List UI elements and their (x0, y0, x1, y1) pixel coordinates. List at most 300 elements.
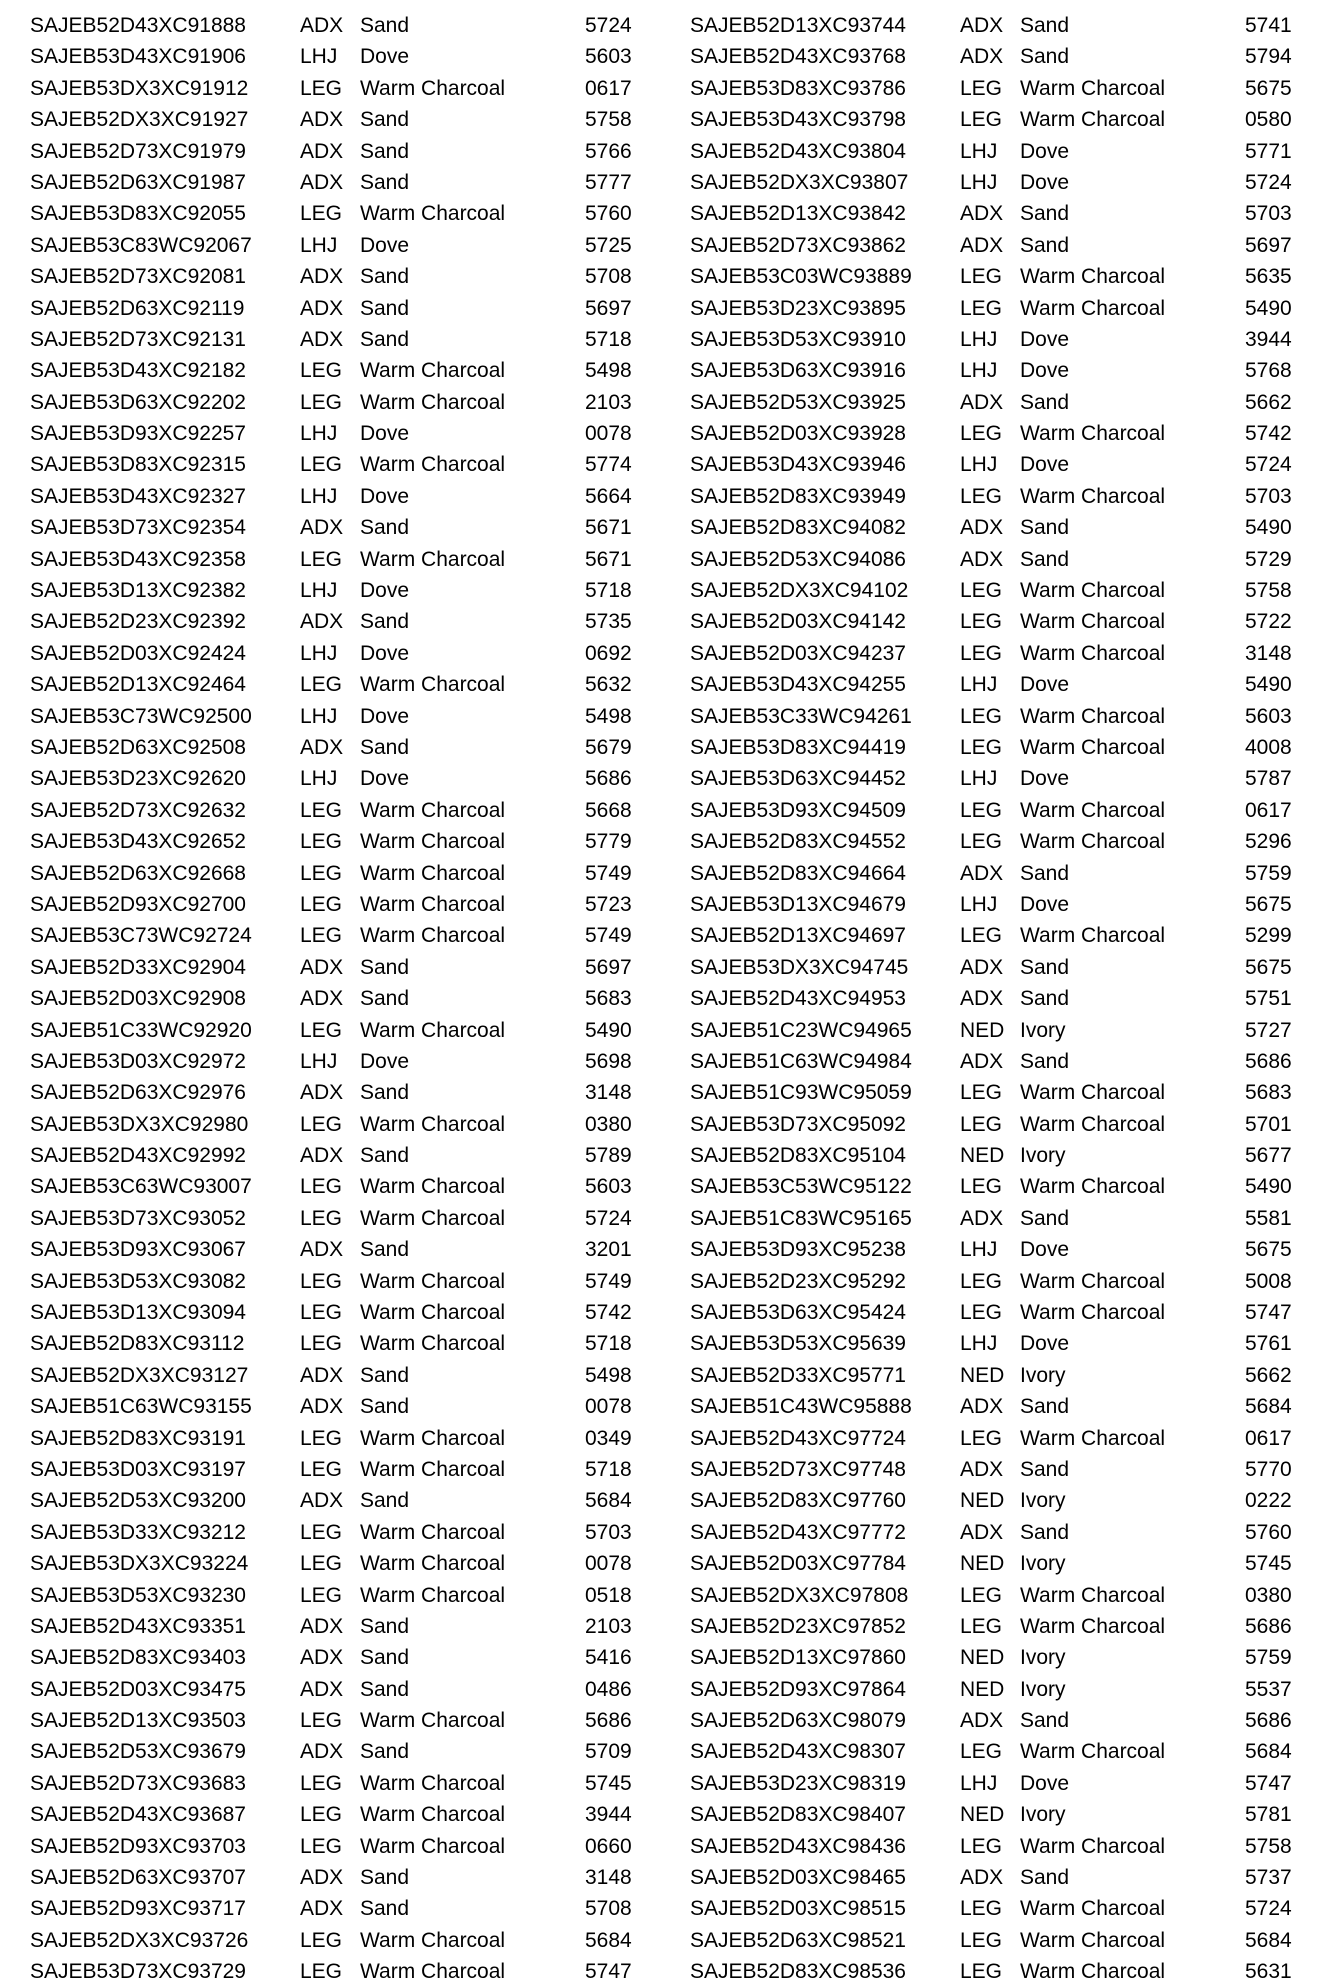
number-cell: 5751 (1245, 987, 1292, 1011)
table-row (690, 387, 1300, 418)
color-cell: Warm Charcoal (1020, 641, 1166, 665)
color-cell: Warm Charcoal (360, 359, 506, 383)
trim-code-cell: LEG (300, 798, 343, 822)
vin-cell: SAJEB53D43XC92358 (30, 547, 246, 571)
trim-code-cell: LHJ (300, 767, 338, 791)
vin-cell: SAJEB52D23XC97852 (690, 1614, 906, 1638)
number-cell: 3148 (585, 1866, 632, 1890)
number-cell: 0617 (585, 76, 632, 100)
color-cell: Warm Charcoal (1020, 265, 1166, 289)
table-row (690, 638, 1300, 669)
vin-cell: SAJEB53C73WC92724 (30, 924, 252, 948)
color-cell: Warm Charcoal (1020, 1740, 1166, 1764)
vin-cell: SAJEB53D23XC93895 (690, 296, 906, 320)
table-row (30, 1360, 640, 1391)
table-row (690, 355, 1300, 386)
trim-code-cell: LEG (960, 1301, 1003, 1325)
color-cell: Warm Charcoal (1020, 1269, 1166, 1293)
color-cell: Dove (1020, 767, 1070, 791)
trim-code-cell: ADX (300, 327, 344, 351)
trim-code-cell: ADX (300, 1081, 344, 1105)
vin-cell: SAJEB52D73XC92081 (30, 265, 246, 289)
vin-cell: SAJEB53D03XC92972 (30, 1049, 246, 1073)
number-cell: 5758 (1245, 579, 1292, 603)
vin-cell: SAJEB52D03XC93475 (30, 1677, 246, 1701)
vin-cell: SAJEB52D73XC91979 (30, 139, 246, 163)
color-cell: Warm Charcoal (360, 1960, 506, 1984)
table-row (690, 1266, 1300, 1297)
trim-code-cell: ADX (960, 1206, 1004, 1230)
trim-code-cell: ADX (960, 516, 1004, 540)
color-cell: Warm Charcoal (360, 1018, 506, 1042)
color-cell: Dove (360, 641, 410, 665)
vin-cell: SAJEB53D43XC92652 (30, 830, 246, 854)
vin-cell: SAJEB52D83XC97760 (690, 1489, 906, 1513)
vin-cell: SAJEB52D03XC94237 (690, 641, 906, 665)
number-cell: 5758 (1245, 1834, 1292, 1858)
color-cell: Warm Charcoal (360, 76, 506, 100)
table-row (690, 104, 1300, 135)
color-cell: Warm Charcoal (1020, 579, 1166, 603)
color-cell: Ivory (1020, 1803, 1066, 1827)
color-cell: Warm Charcoal (360, 1803, 506, 1827)
vin-cell: SAJEB53D63XC92202 (30, 390, 246, 414)
trim-code-cell: ADX (960, 861, 1004, 885)
number-cell: 0518 (585, 1583, 632, 1607)
trim-code-cell: ADX (960, 1866, 1004, 1890)
vin-cell: SAJEB52DX3XC94102 (690, 579, 909, 603)
number-cell: 5759 (1245, 861, 1292, 885)
number-cell: 5703 (1245, 484, 1292, 508)
trim-code-cell: ADX (300, 1489, 344, 1513)
trim-code-cell: LEG (300, 1301, 343, 1325)
number-cell: 5668 (585, 798, 632, 822)
trim-code-cell: ADX (300, 1677, 344, 1701)
trim-code-cell: LEG (300, 1457, 343, 1481)
vin-cell: SAJEB53D73XC93729 (30, 1960, 246, 1984)
number-cell: 0078 (585, 1395, 632, 1419)
trim-code-cell: LEG (300, 1112, 343, 1136)
color-cell: Sand (1020, 1520, 1070, 1544)
vin-cell: SAJEB52D43XC93804 (690, 139, 906, 163)
color-cell: Warm Charcoal (1020, 1960, 1166, 1984)
vin-cell: SAJEB52D13XC92464 (30, 673, 246, 697)
trim-code-cell: LEG (300, 861, 343, 885)
number-cell: 5735 (585, 610, 632, 634)
vin-cell: SAJEB53D83XC92315 (30, 453, 246, 477)
color-cell: Warm Charcoal (1020, 296, 1166, 320)
number-cell: 5781 (1245, 1803, 1292, 1827)
table-row (30, 198, 640, 229)
table-row (30, 920, 640, 951)
vin-cell: SAJEB51C83WC95165 (690, 1206, 912, 1230)
number-cell: 5008 (1245, 1269, 1292, 1293)
table-row (30, 10, 640, 41)
vin-cell: SAJEB53D43XC93798 (690, 108, 906, 132)
table-row (690, 1831, 1300, 1862)
trim-code-cell: LEG (300, 1269, 343, 1293)
color-cell: Warm Charcoal (360, 1771, 506, 1795)
color-cell: Warm Charcoal (360, 892, 506, 916)
trim-code-cell: LHJ (960, 892, 998, 916)
number-cell: 3148 (585, 1081, 632, 1105)
table-row (690, 1642, 1300, 1673)
trim-code-cell: ADX (960, 45, 1004, 69)
color-cell: Warm Charcoal (360, 1112, 506, 1136)
vin-cell: SAJEB52D73XC93683 (30, 1771, 246, 1795)
table-row (30, 638, 640, 669)
number-cell: 0078 (585, 1552, 632, 1576)
color-cell: Warm Charcoal (360, 1332, 506, 1356)
vin-cell: SAJEB53D43XC92182 (30, 359, 246, 383)
trim-code-cell: LHJ (960, 170, 998, 194)
trim-code-cell: ADX (960, 1395, 1004, 1419)
vin-cell: SAJEB52DX3XC91927 (30, 108, 249, 132)
vin-cell: SAJEB53DX3XC92980 (30, 1112, 249, 1136)
number-cell: 0617 (1245, 798, 1292, 822)
vin-cell: SAJEB53D13XC92382 (30, 579, 246, 603)
color-cell: Sand (360, 1081, 410, 1105)
trim-code-cell: NED (960, 1803, 1005, 1827)
vin-cell: SAJEB52D33XC92904 (30, 955, 246, 979)
trim-code-cell: LEG (960, 1897, 1003, 1921)
vin-cell: SAJEB52D43XC93351 (30, 1614, 246, 1638)
color-cell: Sand (360, 265, 410, 289)
trim-code-cell: ADX (960, 1049, 1004, 1073)
trim-code-cell: ADX (300, 108, 344, 132)
color-cell: Warm Charcoal (1020, 422, 1166, 446)
number-cell: 5603 (585, 1175, 632, 1199)
number-cell: 5581 (1245, 1206, 1292, 1230)
number-cell: 5724 (1245, 453, 1292, 477)
vin-cell: SAJEB52D03XC97784 (690, 1552, 906, 1576)
vin-cell: SAJEB53D73XC95092 (690, 1112, 906, 1136)
vin-cell: SAJEB52D13XC94697 (690, 924, 906, 948)
trim-code-cell: ADX (300, 987, 344, 1011)
trim-code-cell: LEG (960, 76, 1003, 100)
table-row (30, 858, 640, 889)
number-cell: 5671 (585, 516, 632, 540)
number-cell: 5770 (1245, 1457, 1292, 1481)
color-cell: Sand (360, 1238, 410, 1262)
trim-code-cell: LEG (300, 1175, 343, 1199)
vin-cell: SAJEB52D83XC94664 (690, 861, 906, 885)
color-cell: Warm Charcoal (360, 830, 506, 854)
table-row (690, 983, 1300, 1014)
color-cell: Ivory (1020, 1552, 1066, 1576)
number-cell: 5749 (585, 1269, 632, 1293)
color-cell: Dove (1020, 359, 1070, 383)
number-cell: 5742 (1245, 422, 1292, 446)
table-row (30, 355, 640, 386)
vin-cell: SAJEB53DX3XC93224 (30, 1552, 249, 1576)
color-cell: Sand (360, 1646, 410, 1670)
table-row (30, 1140, 640, 1171)
color-cell: Dove (1020, 327, 1070, 351)
table-row (690, 701, 1300, 732)
table-row (690, 10, 1300, 41)
color-cell: Warm Charcoal (1020, 798, 1166, 822)
table-row (30, 1454, 640, 1485)
number-cell: 0486 (585, 1677, 632, 1701)
number-cell: 5299 (1245, 924, 1292, 948)
table-row (690, 1423, 1300, 1454)
trim-code-cell: LEG (300, 1206, 343, 1230)
vin-cell: SAJEB52DX3XC97808 (690, 1583, 909, 1607)
table-row (690, 136, 1300, 167)
color-cell: Sand (1020, 202, 1070, 226)
table-row (690, 1485, 1300, 1516)
number-cell: 5671 (585, 547, 632, 571)
trim-code-cell: LEG (300, 1426, 343, 1450)
trim-code-cell: LEG (300, 202, 343, 226)
table-row (690, 261, 1300, 292)
vin-cell: SAJEB52D83XC93403 (30, 1646, 246, 1670)
table-row (30, 826, 640, 857)
vin-cell: SAJEB52D83XC94082 (690, 516, 906, 540)
number-cell: 5686 (585, 1709, 632, 1733)
number-cell: 5675 (1245, 892, 1292, 916)
number-cell: 3148 (1245, 641, 1292, 665)
number-cell: 5718 (585, 1457, 632, 1481)
color-cell: Warm Charcoal (1020, 830, 1166, 854)
trim-code-cell: ADX (300, 1866, 344, 1890)
trim-code-cell: LEG (960, 735, 1003, 759)
number-cell: 5724 (1245, 170, 1292, 194)
trim-code-cell: LEG (300, 1928, 343, 1952)
table-row (30, 983, 640, 1014)
trim-code-cell: LEG (960, 1960, 1003, 1984)
table-row (690, 1203, 1300, 1234)
color-cell: Warm Charcoal (1020, 1897, 1166, 1921)
trim-code-cell: LEG (960, 265, 1003, 289)
number-cell: 5498 (585, 704, 632, 728)
table-row (30, 1705, 640, 1736)
trim-code-cell: LEG (960, 704, 1003, 728)
table-row (690, 1046, 1300, 1077)
trim-code-cell: LEG (960, 1928, 1003, 1952)
table-row (30, 1266, 640, 1297)
number-cell: 5635 (1245, 265, 1292, 289)
color-cell: Dove (1020, 1771, 1070, 1795)
vin-cell: SAJEB53D53XC93082 (30, 1269, 246, 1293)
color-cell: Warm Charcoal (360, 1426, 506, 1450)
number-cell: 0380 (1245, 1583, 1292, 1607)
color-cell: Sand (1020, 861, 1070, 885)
table-row (30, 1768, 640, 1799)
vin-cell: SAJEB53D93XC95238 (690, 1238, 906, 1262)
number-cell: 0380 (585, 1112, 632, 1136)
color-cell: Warm Charcoal (1020, 1928, 1166, 1952)
trim-code-cell: ADX (960, 547, 1004, 571)
color-cell: Dove (1020, 1238, 1070, 1262)
trim-code-cell: LEG (960, 1614, 1003, 1638)
vin-cell: SAJEB53D43XC92327 (30, 484, 246, 508)
vin-cell: SAJEB53D13XC93094 (30, 1301, 246, 1325)
number-cell: 5761 (1245, 1332, 1292, 1356)
table-row (690, 826, 1300, 857)
color-cell: Sand (360, 108, 410, 132)
trim-code-cell: ADX (300, 265, 344, 289)
trim-code-cell: ADX (300, 1144, 344, 1168)
color-cell: Warm Charcoal (1020, 924, 1166, 948)
trim-code-cell: NED (960, 1489, 1005, 1513)
table-row (690, 1171, 1300, 1202)
number-cell: 5760 (585, 202, 632, 226)
number-cell: 5490 (1245, 296, 1292, 320)
trim-code-cell: NED (960, 1144, 1005, 1168)
color-cell: Dove (360, 45, 410, 69)
number-cell: 0617 (1245, 1426, 1292, 1450)
table-row (690, 732, 1300, 763)
trim-code-cell: ADX (960, 1709, 1004, 1733)
trim-code-cell: LHJ (300, 641, 338, 665)
color-cell: Warm Charcoal (1020, 735, 1166, 759)
number-cell: 5490 (1245, 673, 1292, 697)
color-cell: Sand (360, 296, 410, 320)
number-cell: 5490 (585, 1018, 632, 1042)
trim-code-cell: NED (960, 1646, 1005, 1670)
number-cell: 5745 (1245, 1552, 1292, 1576)
color-cell: Warm Charcoal (1020, 108, 1166, 132)
color-cell: Sand (1020, 1049, 1070, 1073)
color-cell: Warm Charcoal (1020, 1081, 1166, 1105)
color-cell: Dove (360, 704, 410, 728)
color-cell: Sand (1020, 1457, 1070, 1481)
number-cell: 5416 (585, 1646, 632, 1670)
table-row (30, 1862, 640, 1893)
number-cell: 5718 (585, 579, 632, 603)
trim-code-cell: LEG (960, 484, 1003, 508)
color-cell: Dove (1020, 170, 1070, 194)
vin-cell: SAJEB53D63XC95424 (690, 1301, 906, 1325)
vin-cell: SAJEB53C83WC92067 (30, 233, 252, 257)
vin-cell: SAJEB52D73XC97748 (690, 1457, 906, 1481)
vin-cell: SAJEB52D83XC98536 (690, 1960, 906, 1984)
color-cell: Warm Charcoal (1020, 610, 1166, 634)
color-cell: Warm Charcoal (360, 1206, 506, 1230)
trim-code-cell: LEG (960, 641, 1003, 665)
vin-cell: SAJEB52D13XC93842 (690, 202, 906, 226)
table-row (30, 1297, 640, 1328)
number-cell: 5777 (585, 170, 632, 194)
vin-cell: SAJEB52D03XC92424 (30, 641, 246, 665)
trim-code-cell: LEG (960, 1269, 1003, 1293)
table-row (30, 544, 640, 575)
table-row (30, 73, 640, 104)
number-cell: 5684 (1245, 1928, 1292, 1952)
vin-cell: SAJEB52D53XC93679 (30, 1740, 246, 1764)
vin-cell: SAJEB53D03XC93197 (30, 1457, 246, 1481)
color-cell: Sand (360, 1144, 410, 1168)
number-cell: 5758 (585, 108, 632, 132)
number-cell: 3944 (1245, 327, 1292, 351)
table-row (30, 1674, 640, 1705)
table-row (690, 73, 1300, 104)
table-row (30, 481, 640, 512)
number-cell: 5742 (585, 1301, 632, 1325)
trim-code-cell: LEG (300, 1709, 343, 1733)
trim-code-cell: LEG (300, 924, 343, 948)
number-cell: 5296 (1245, 830, 1292, 854)
number-cell: 5701 (1245, 1112, 1292, 1136)
color-cell: Dove (1020, 1332, 1070, 1356)
table-row (30, 1517, 640, 1548)
table-row (690, 1328, 1300, 1359)
vin-cell: SAJEB53D23XC98319 (690, 1771, 906, 1795)
number-cell: 5662 (1245, 1363, 1292, 1387)
table-row (30, 1580, 640, 1611)
number-cell: 5727 (1245, 1018, 1292, 1042)
trim-code-cell: LHJ (300, 579, 338, 603)
trim-code-cell: LHJ (960, 1771, 998, 1795)
color-cell: Sand (360, 1677, 410, 1701)
table-row (30, 1893, 640, 1924)
table-row (30, 167, 640, 198)
table-row (690, 669, 1300, 700)
trim-code-cell: ADX (300, 516, 344, 540)
number-cell: 5686 (585, 767, 632, 791)
color-cell: Sand (1020, 1866, 1070, 1890)
vin-cell: SAJEB53C73WC92500 (30, 704, 252, 728)
trim-code-cell: LEG (960, 422, 1003, 446)
table-row (30, 763, 640, 794)
vin-cell: SAJEB51C63WC93155 (30, 1395, 252, 1419)
vin-cell: SAJEB53D13XC94679 (690, 892, 906, 916)
color-cell: Warm Charcoal (360, 798, 506, 822)
number-cell: 5749 (585, 861, 632, 885)
color-cell: Warm Charcoal (1020, 76, 1166, 100)
table-row (690, 1360, 1300, 1391)
trim-code-cell: ADX (960, 955, 1004, 979)
trim-code-cell: LHJ (960, 139, 998, 163)
trim-code-cell: NED (960, 1018, 1005, 1042)
trim-code-cell: LEG (300, 76, 343, 100)
trim-code-cell: ADX (300, 1363, 344, 1387)
number-cell: 5774 (585, 453, 632, 477)
vin-cell: SAJEB52D23XC92392 (30, 610, 246, 634)
number-cell: 0660 (585, 1834, 632, 1858)
table-row (30, 1485, 640, 1516)
color-cell: Sand (360, 735, 410, 759)
color-cell: Warm Charcoal (360, 1520, 506, 1544)
color-cell: Sand (360, 14, 410, 37)
trim-code-cell: LHJ (300, 704, 338, 728)
number-cell: 5766 (585, 139, 632, 163)
table-row (690, 324, 1300, 355)
vin-cell: SAJEB52D63XC93707 (30, 1866, 246, 1890)
color-cell: Sand (360, 139, 410, 163)
number-cell: 5679 (585, 735, 632, 759)
number-cell: 5718 (585, 327, 632, 351)
color-cell: Sand (1020, 955, 1070, 979)
table-row (690, 575, 1300, 606)
vin-cell: SAJEB52D33XC95771 (690, 1363, 906, 1387)
vin-cell: SAJEB53D43XC94255 (690, 673, 906, 697)
table-row (690, 449, 1300, 480)
vin-cell: SAJEB52D83XC93949 (690, 484, 906, 508)
table-row (690, 1109, 1300, 1140)
vin-cell: SAJEB52D93XC92700 (30, 892, 246, 916)
vin-cell: SAJEB52DX3XC93807 (690, 170, 909, 194)
number-cell: 0692 (585, 641, 632, 665)
color-cell: Warm Charcoal (1020, 1834, 1166, 1858)
trim-code-cell: ADX (300, 1740, 344, 1764)
table-row (690, 1548, 1300, 1579)
color-cell: Warm Charcoal (360, 390, 506, 414)
color-cell: Ivory (1020, 1646, 1066, 1670)
trim-code-cell: NED (960, 1677, 1005, 1701)
